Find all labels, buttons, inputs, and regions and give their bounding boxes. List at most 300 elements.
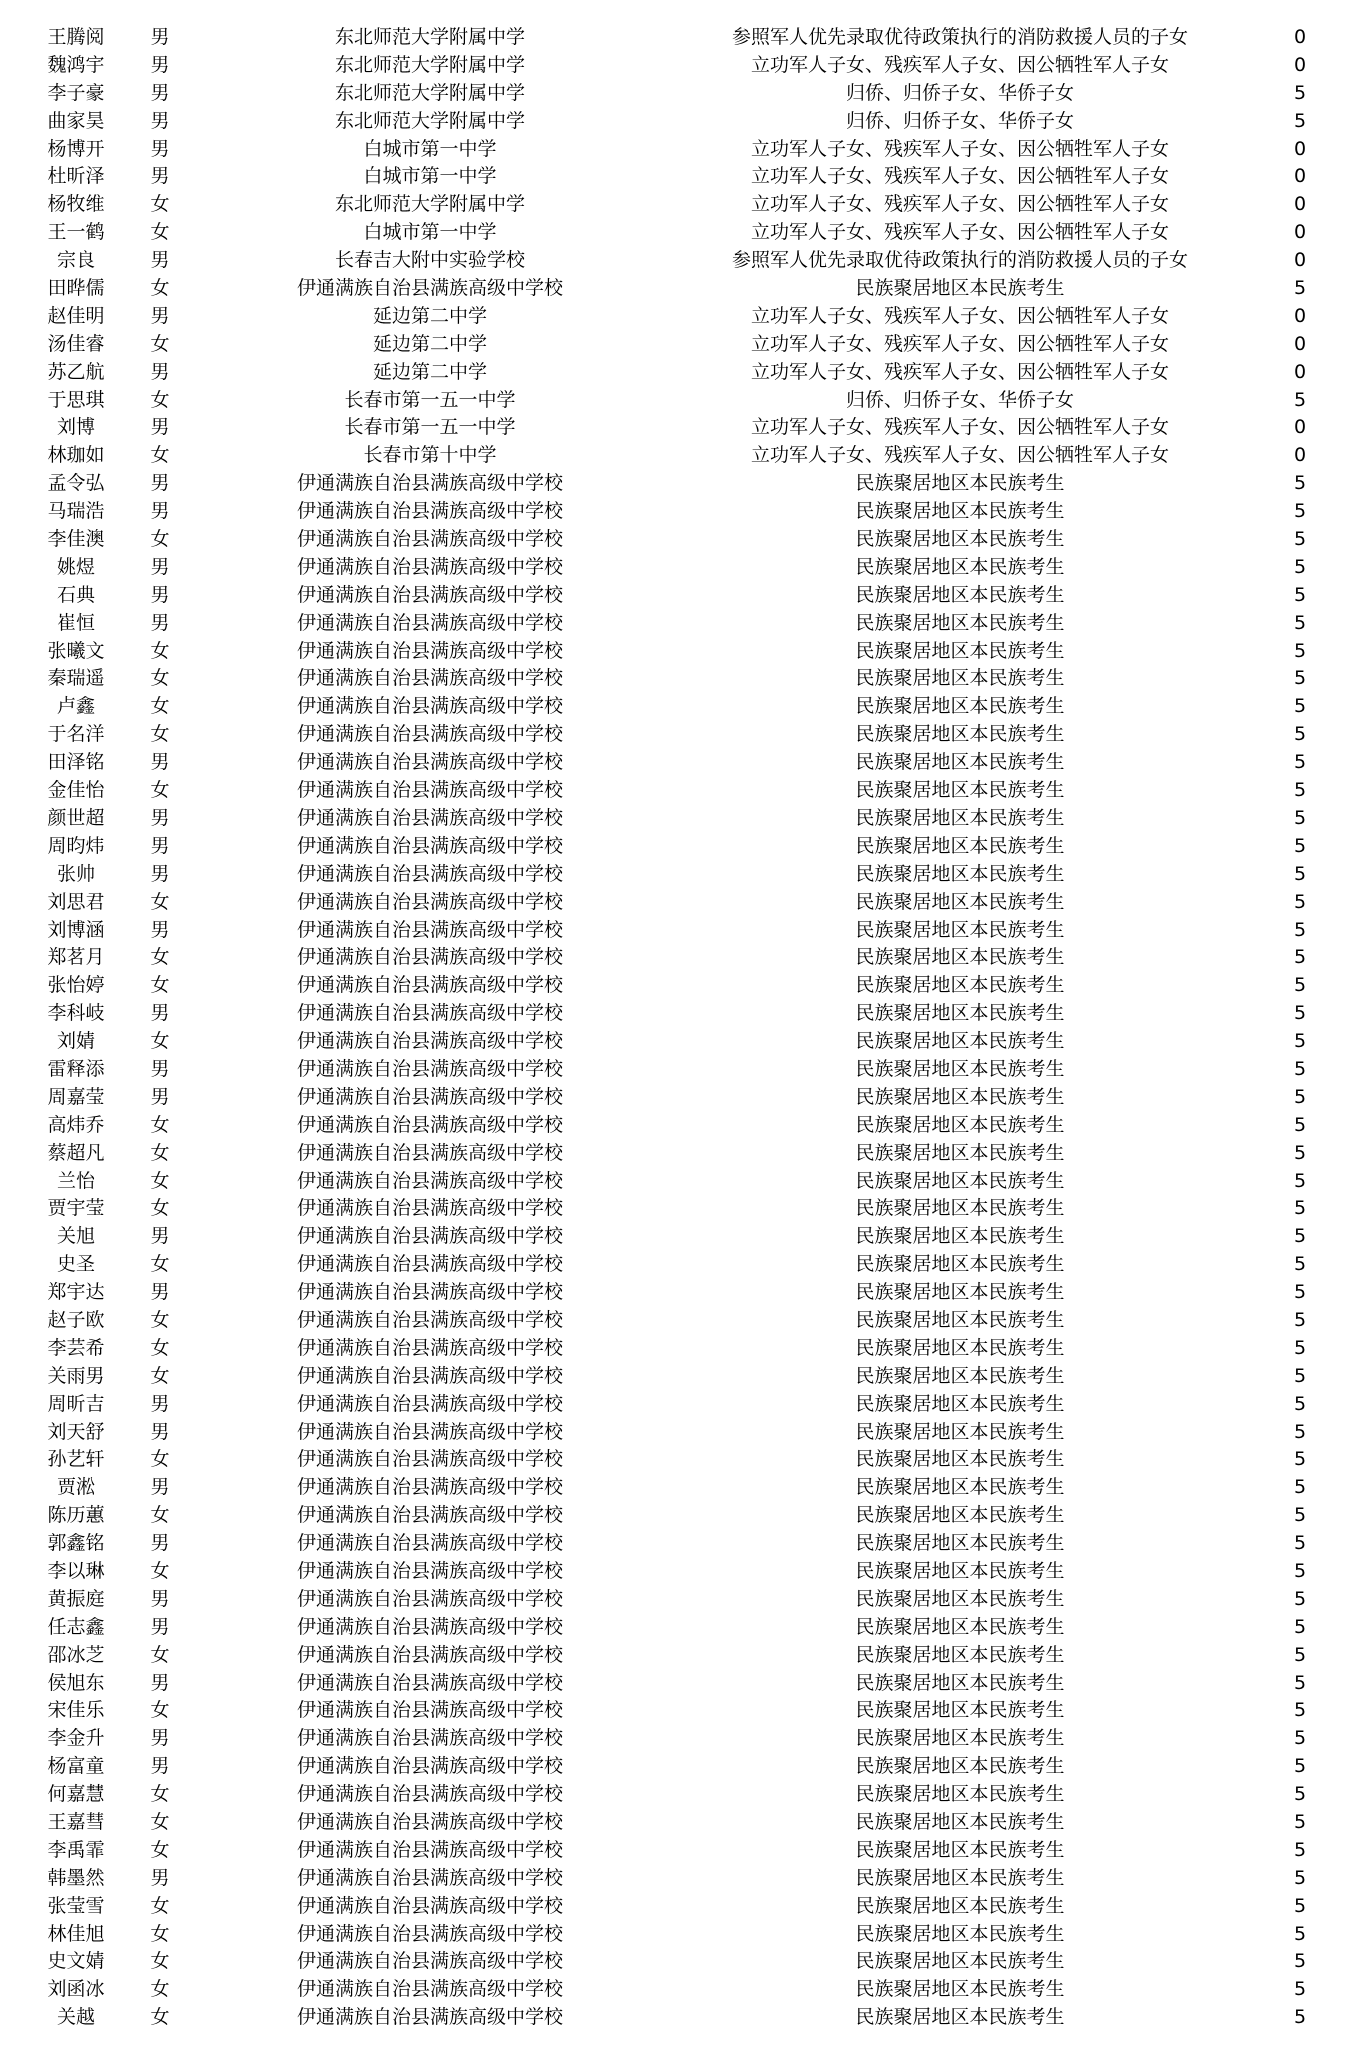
table-row <box>0 303 1367 331</box>
category-cell: 归侨、归侨子女、华侨子女 <box>845 81 1074 104</box>
table-row <box>0 1697 1367 1725</box>
school-cell: 白城市第一中学 <box>363 165 497 188</box>
table-row <box>0 163 1367 191</box>
school-cell: 伊通满族自治县满族高级中学校 <box>296 1392 563 1415</box>
student-name: 王腾阅 <box>47 26 105 48</box>
gender-cell: 女 <box>150 277 170 300</box>
student-name: 贾淞 <box>56 1476 95 1499</box>
school-cell: 东北师范大学附属中学 <box>334 26 525 48</box>
gender-cell: 女 <box>150 890 170 913</box>
category-cell: 民族聚居地区本民族考生 <box>855 1671 1065 1694</box>
bonus-score-cell: 5 <box>1293 1615 1307 1638</box>
gender-cell: 男 <box>150 1085 170 1108</box>
category-cell: 民族聚居地区本民族考生 <box>855 974 1065 997</box>
school-cell: 伊通满族自治县满族高级中学校 <box>296 946 563 969</box>
table-row <box>0 1307 1367 1335</box>
student-name: 兰怡 <box>56 1169 95 1192</box>
gender-cell: 男 <box>150 1281 170 1304</box>
bonus-score-cell: 5 <box>1293 1811 1307 1833</box>
school-cell: 伊通满族自治县满族高级中学校 <box>296 500 563 523</box>
table-row <box>0 1642 1367 1670</box>
student-name: 任志鑫 <box>47 1615 105 1638</box>
school-cell: 伊通满族自治县满族高级中学校 <box>296 472 563 495</box>
student-name: 关雨男 <box>47 1364 105 1387</box>
school-cell: 伊通满族自治县满族高级中学校 <box>296 1225 563 1248</box>
gender-cell: 男 <box>150 53 170 76</box>
bonus-score-cell: 5 <box>1293 583 1307 606</box>
table-row <box>0 1084 1367 1112</box>
table-row <box>0 1530 1367 1558</box>
bonus-score-cell: 5 <box>1293 1866 1307 1889</box>
category-cell: 民族聚居地区本民族考生 <box>855 918 1065 941</box>
bonus-score-cell: 5 <box>1293 1253 1307 1276</box>
gender-cell: 男 <box>150 1002 170 1025</box>
school-cell: 伊通满族自治县满族高级中学校 <box>296 1448 563 1471</box>
bonus-score-cell: 5 <box>1293 1838 1307 1861</box>
category-cell: 民族聚居地区本民族考生 <box>855 277 1065 300</box>
bonus-score-cell: 5 <box>1293 1448 1307 1471</box>
bonus-score-cell: 5 <box>1293 779 1307 802</box>
category-cell: 立功军人子女、残疾军人子女、因公牺牲军人子女 <box>750 444 1169 467</box>
school-cell: 东北师范大学附属中学 <box>334 81 525 104</box>
student-name: 刘函冰 <box>47 1978 105 2001</box>
table-row <box>0 275 1367 303</box>
category-cell: 民族聚居地区本民族考生 <box>855 1253 1065 1276</box>
applicant-table <box>0 24 1367 2032</box>
table-row <box>0 1753 1367 1781</box>
student-name: 李禹霏 <box>47 1838 105 1861</box>
gender-cell: 女 <box>150 1699 170 1722</box>
student-name: 刘思君 <box>47 890 105 913</box>
school-cell: 伊通满族自治县满族高级中学校 <box>296 1783 563 1806</box>
student-name: 林佳旭 <box>47 1922 105 1945</box>
student-name: 郑茗月 <box>47 946 105 969</box>
gender-cell: 女 <box>150 528 170 551</box>
gender-cell: 男 <box>150 1587 170 1610</box>
gender-cell: 男 <box>150 1866 170 1889</box>
table-row <box>0 1781 1367 1809</box>
table-row <box>0 1893 1367 1921</box>
category-cell: 立功军人子女、残疾军人子女、因公牺牲军人子女 <box>750 332 1169 355</box>
category-cell: 民族聚居地区本民族考生 <box>855 1448 1065 1471</box>
bonus-score-cell: 5 <box>1293 834 1307 857</box>
gender-cell: 男 <box>150 109 170 132</box>
category-cell: 民族聚居地区本民族考生 <box>855 639 1065 662</box>
bonus-score-cell: 0 <box>1293 193 1307 216</box>
school-cell: 伊通满族自治县满族高级中学校 <box>296 1950 563 1973</box>
school-cell: 伊通满族自治县满族高级中学校 <box>296 779 563 802</box>
school-cell: 伊通满族自治县满族高级中学校 <box>296 555 563 578</box>
table-row <box>0 498 1367 526</box>
bonus-score-cell: 5 <box>1293 695 1307 718</box>
table-row <box>0 1614 1367 1642</box>
table-row <box>0 1921 1367 1949</box>
bonus-score-cell: 5 <box>1293 1113 1307 1136</box>
school-cell: 伊通满族自治县满族高级中学校 <box>296 277 563 300</box>
gender-cell: 男 <box>150 1615 170 1638</box>
student-name: 周昕吉 <box>47 1392 105 1415</box>
table-row <box>0 638 1367 666</box>
student-name: 蔡超凡 <box>47 1141 105 1164</box>
student-name: 李芸希 <box>47 1336 105 1359</box>
category-cell: 民族聚居地区本民族考生 <box>855 1030 1065 1053</box>
gender-cell: 男 <box>150 137 170 160</box>
table-row <box>0 1670 1367 1698</box>
student-name: 于思琪 <box>47 388 105 411</box>
school-cell: 伊通满族自治县满族高级中学校 <box>296 1727 563 1750</box>
bonus-score-cell: 5 <box>1293 1336 1307 1359</box>
gender-cell: 女 <box>150 1811 170 1833</box>
category-cell: 民族聚居地区本民族考生 <box>855 723 1065 746</box>
school-cell: 伊通满族自治县满族高级中学校 <box>296 751 563 774</box>
category-cell: 立功军人子女、残疾军人子女、因公牺牲军人子女 <box>750 165 1169 188</box>
student-name: 史圣 <box>56 1253 95 1276</box>
gender-cell: 女 <box>150 1169 170 1192</box>
table-row <box>0 1865 1367 1893</box>
gender-cell: 女 <box>150 779 170 802</box>
category-cell: 民族聚居地区本民族考生 <box>855 555 1065 578</box>
student-name: 李金升 <box>47 1727 105 1750</box>
school-cell: 伊通满族自治县满族高级中学校 <box>296 1699 563 1722</box>
bonus-score-cell: 5 <box>1293 500 1307 523</box>
school-cell: 伊通满族自治县满族高级中学校 <box>296 583 563 606</box>
table-row <box>0 108 1367 136</box>
category-cell: 民族聚居地区本民族考生 <box>855 528 1065 551</box>
table-row <box>0 582 1367 610</box>
gender-cell: 男 <box>150 1476 170 1499</box>
category-cell: 民族聚居地区本民族考生 <box>855 1141 1065 1164</box>
gender-cell: 男 <box>150 1671 170 1694</box>
category-cell: 民族聚居地区本民族考生 <box>855 2006 1065 2029</box>
gender-cell: 女 <box>150 1113 170 1136</box>
bonus-score-cell: 5 <box>1293 1308 1307 1331</box>
category-cell: 民族聚居地区本民族考生 <box>855 806 1065 829</box>
student-name: 李以琳 <box>47 1559 105 1582</box>
table-row <box>0 889 1367 917</box>
school-cell: 伊通满族自治县满族高级中学校 <box>296 1057 563 1080</box>
table-row <box>0 359 1367 387</box>
table-row <box>0 1000 1367 1028</box>
category-cell: 参照军人优先录取优待政策执行的消防救援人员的子女 <box>731 26 1188 48</box>
student-name: 赵佳明 <box>47 304 105 327</box>
category-cell: 民族聚居地区本民族考生 <box>855 1866 1065 1889</box>
school-cell: 伊通满族自治县满族高级中学校 <box>296 1420 563 1443</box>
bonus-score-cell: 0 <box>1293 444 1307 467</box>
table-row <box>0 693 1367 721</box>
category-cell: 民族聚居地区本民族考生 <box>855 1559 1065 1582</box>
category-cell: 立功军人子女、残疾军人子女、因公牺牲军人子女 <box>750 193 1169 216</box>
student-name: 陈历蕙 <box>47 1504 105 1527</box>
table-row <box>0 1837 1367 1865</box>
student-name: 孙艺轩 <box>47 1448 105 1471</box>
school-cell: 伊通满族自治县满族高级中学校 <box>296 1894 563 1917</box>
student-name: 郑宇达 <box>47 1281 105 1304</box>
student-name: 雷释添 <box>47 1057 105 1080</box>
school-cell: 长春市第一五一中学 <box>344 388 516 411</box>
bonus-score-cell: 5 <box>1293 974 1307 997</box>
school-cell: 伊通满族自治县满族高级中学校 <box>296 1308 563 1331</box>
category-cell: 民族聚居地区本民族考生 <box>855 946 1065 969</box>
school-cell: 伊通满族自治县满族高级中学校 <box>296 1811 563 1833</box>
category-cell: 民族聚居地区本民族考生 <box>855 667 1065 690</box>
school-cell: 伊通满族自治县满族高级中学校 <box>296 611 563 634</box>
school-cell: 伊通满族自治县满族高级中学校 <box>296 918 563 941</box>
gender-cell: 女 <box>150 974 170 997</box>
table-row <box>0 24 1367 52</box>
student-name: 杨博开 <box>47 137 105 160</box>
category-cell: 立功军人子女、残疾军人子女、因公牺牲军人子女 <box>750 221 1169 244</box>
school-cell: 延边第二中学 <box>372 304 487 327</box>
school-cell: 伊通满族自治县满族高级中学校 <box>296 1866 563 1889</box>
bonus-score-cell: 5 <box>1293 1894 1307 1917</box>
gender-cell: 女 <box>150 1197 170 1220</box>
school-cell: 延边第二中学 <box>372 332 487 355</box>
category-cell: 民族聚居地区本民族考生 <box>855 1057 1065 1080</box>
table-row <box>0 777 1367 805</box>
category-cell: 立功军人子女、残疾军人子女、因公牺牲军人子女 <box>750 304 1169 327</box>
school-cell: 伊通满族自治县满族高级中学校 <box>296 1643 563 1666</box>
school-cell: 伊通满族自治县满族高级中学校 <box>296 667 563 690</box>
student-name: 卢鑫 <box>56 695 95 718</box>
gender-cell: 男 <box>150 1727 170 1750</box>
category-cell: 民族聚居地区本民族考生 <box>855 1950 1065 1973</box>
bonus-score-cell: 5 <box>1293 751 1307 774</box>
student-name: 李佳澳 <box>47 528 105 551</box>
student-name: 石典 <box>56 583 95 606</box>
school-cell: 伊通满族自治县满族高级中学校 <box>296 1532 563 1555</box>
bonus-score-cell: 5 <box>1293 1922 1307 1945</box>
school-cell: 长春市第十中学 <box>363 444 497 467</box>
category-cell: 民族聚居地区本民族考生 <box>855 1281 1065 1304</box>
student-name: 贾宇莹 <box>47 1197 105 1220</box>
student-name: 孟令弘 <box>47 472 105 495</box>
school-cell: 伊通满族自治县满族高级中学校 <box>296 1085 563 1108</box>
student-name: 崔恒 <box>56 611 95 634</box>
gender-cell: 女 <box>150 221 170 244</box>
bonus-score-cell: 5 <box>1293 109 1307 132</box>
gender-cell: 女 <box>150 444 170 467</box>
bonus-score-cell: 5 <box>1293 1030 1307 1053</box>
school-cell: 白城市第一中学 <box>363 137 497 160</box>
table-row <box>0 917 1367 945</box>
bonus-score-cell: 5 <box>1293 1671 1307 1694</box>
school-cell: 东北师范大学附属中学 <box>334 109 525 132</box>
gender-cell: 男 <box>150 555 170 578</box>
bonus-score-cell: 0 <box>1293 304 1307 327</box>
category-cell: 民族聚居地区本民族考生 <box>855 611 1065 634</box>
bonus-score-cell: 5 <box>1293 1950 1307 1973</box>
table-row <box>0 1140 1367 1168</box>
gender-cell: 女 <box>150 1253 170 1276</box>
table-row <box>0 861 1367 889</box>
student-name: 颜世超 <box>47 806 105 829</box>
category-cell: 民族聚居地区本民族考生 <box>855 1643 1065 1666</box>
gender-cell: 男 <box>150 1392 170 1415</box>
table-row <box>0 833 1367 861</box>
student-name: 于名洋 <box>47 723 105 746</box>
student-name: 马瑞浩 <box>47 500 105 523</box>
category-cell: 归侨、归侨子女、华侨子女 <box>845 109 1074 132</box>
gender-cell: 女 <box>150 1643 170 1666</box>
student-name: 史文婧 <box>47 1950 105 1973</box>
bonus-score-cell: 5 <box>1293 1392 1307 1415</box>
school-cell: 伊通满族自治县满族高级中学校 <box>296 1141 563 1164</box>
bonus-score-cell: 0 <box>1293 332 1307 355</box>
bonus-score-cell: 5 <box>1293 1978 1307 2001</box>
student-name: 郭鑫铭 <box>47 1532 105 1555</box>
gender-cell: 女 <box>150 1448 170 1471</box>
gender-cell: 女 <box>150 2006 170 2029</box>
category-cell: 民族聚居地区本民族考生 <box>855 1364 1065 1387</box>
school-cell: 伊通满族自治县满族高级中学校 <box>296 1559 563 1582</box>
bonus-score-cell: 5 <box>1293 723 1307 746</box>
table-row <box>0 1809 1367 1837</box>
bonus-score-cell: 5 <box>1293 667 1307 690</box>
table-row <box>0 1948 1367 1976</box>
table-row <box>0 331 1367 359</box>
table-row <box>0 442 1367 470</box>
school-cell: 长春市第一五一中学 <box>344 416 516 439</box>
category-cell: 民族聚居地区本民族考生 <box>855 1783 1065 1806</box>
table-row <box>0 526 1367 554</box>
gender-cell: 男 <box>150 304 170 327</box>
student-name: 李科岐 <box>47 1002 105 1025</box>
bonus-score-cell: 5 <box>1293 1755 1307 1778</box>
student-name: 宋佳乐 <box>47 1699 105 1722</box>
gender-cell: 女 <box>150 1141 170 1164</box>
category-cell: 民族聚居地区本民族考生 <box>855 472 1065 495</box>
table-row <box>0 1195 1367 1223</box>
bonus-score-cell: 5 <box>1293 1783 1307 1806</box>
bonus-score-cell: 5 <box>1293 277 1307 300</box>
student-name: 刘博涵 <box>47 918 105 941</box>
gender-cell: 女 <box>150 667 170 690</box>
student-name: 姚煜 <box>56 555 95 578</box>
category-cell: 民族聚居地区本民族考生 <box>855 583 1065 606</box>
category-cell: 民族聚居地区本民族考生 <box>855 1197 1065 1220</box>
bonus-score-cell: 0 <box>1293 165 1307 188</box>
table-row <box>0 1028 1367 1056</box>
table-row <box>0 52 1367 80</box>
category-cell: 民族聚居地区本民族考生 <box>855 1587 1065 1610</box>
category-cell: 民族聚居地区本民族考生 <box>855 695 1065 718</box>
school-cell: 伊通满族自治县满族高级中学校 <box>296 639 563 662</box>
bonus-score-cell: 5 <box>1293 81 1307 104</box>
student-name: 黄振庭 <box>47 1587 105 1610</box>
category-cell: 民族聚居地区本民族考生 <box>855 1922 1065 1945</box>
student-name: 田晔儒 <box>47 277 105 300</box>
bonus-score-cell: 5 <box>1293 1532 1307 1555</box>
student-name: 何嘉慧 <box>47 1783 105 1806</box>
student-name: 杨牧维 <box>47 193 105 216</box>
student-name: 刘婧 <box>56 1030 95 1053</box>
school-cell: 伊通满族自治县满族高级中学校 <box>296 862 563 885</box>
bonus-score-cell: 5 <box>1293 528 1307 551</box>
table-row <box>0 1112 1367 1140</box>
table-row <box>0 1056 1367 1084</box>
student-name: 张曦文 <box>47 639 105 662</box>
bonus-score-cell: 5 <box>1293 388 1307 411</box>
gender-cell: 男 <box>150 472 170 495</box>
student-name: 王嘉彗 <box>47 1811 105 1833</box>
gender-cell: 男 <box>150 834 170 857</box>
student-name: 刘博 <box>56 416 95 439</box>
category-cell: 民族聚居地区本民族考生 <box>855 1811 1065 1833</box>
gender-cell: 男 <box>150 500 170 523</box>
gender-cell: 男 <box>150 360 170 383</box>
school-cell: 伊通满族自治县满族高级中学校 <box>296 1755 563 1778</box>
bonus-score-cell: 0 <box>1293 53 1307 76</box>
school-cell: 东北师范大学附属中学 <box>334 53 525 76</box>
table-row <box>0 944 1367 972</box>
table-row <box>0 470 1367 498</box>
school-cell: 伊通满族自治县满族高级中学校 <box>296 1615 563 1638</box>
table-row <box>0 1335 1367 1363</box>
table-row <box>0 1976 1367 2004</box>
bonus-score-cell: 5 <box>1293 1727 1307 1750</box>
table-row <box>0 387 1367 415</box>
student-name: 杜昕泽 <box>47 165 105 188</box>
bonus-score-cell: 5 <box>1293 1504 1307 1527</box>
student-name: 邵冰芝 <box>47 1643 105 1666</box>
student-name: 王一鹤 <box>47 221 105 244</box>
student-name: 魏鸿宇 <box>47 53 105 76</box>
gender-cell: 男 <box>150 1057 170 1080</box>
table-row <box>0 1558 1367 1586</box>
gender-cell: 男 <box>150 1532 170 1555</box>
category-cell: 民族聚居地区本民族考生 <box>855 1225 1065 1248</box>
school-cell: 长春吉大附中实验学校 <box>334 249 525 272</box>
gender-cell: 男 <box>150 806 170 829</box>
school-cell: 伊通满族自治县满族高级中学校 <box>296 1838 563 1861</box>
gender-cell: 女 <box>150 1838 170 1861</box>
school-cell: 伊通满族自治县满族高级中学校 <box>296 1002 563 1025</box>
table-row <box>0 1363 1367 1391</box>
bonus-score-cell: 5 <box>1293 918 1307 941</box>
category-cell: 民族聚居地区本民族考生 <box>855 1699 1065 1722</box>
category-cell: 民族聚居地区本民族考生 <box>855 890 1065 913</box>
category-cell: 立功军人子女、残疾军人子女、因公牺牲军人子女 <box>750 360 1169 383</box>
category-cell: 民族聚居地区本民族考生 <box>855 1532 1065 1555</box>
school-cell: 伊通满族自治县满族高级中学校 <box>296 806 563 829</box>
table-row <box>0 414 1367 442</box>
bonus-score-cell: 0 <box>1293 26 1307 48</box>
bonus-score-cell: 5 <box>1293 639 1307 662</box>
gender-cell: 男 <box>150 918 170 941</box>
category-cell: 民族聚居地区本民族考生 <box>855 1755 1065 1778</box>
gender-cell: 男 <box>150 416 170 439</box>
school-cell: 伊通满族自治县满族高级中学校 <box>296 723 563 746</box>
category-cell: 立功军人子女、残疾军人子女、因公牺牲军人子女 <box>750 53 1169 76</box>
gender-cell: 男 <box>150 165 170 188</box>
school-cell: 延边第二中学 <box>372 360 487 383</box>
category-cell: 民族聚居地区本民族考生 <box>855 1169 1065 1192</box>
bonus-score-cell: 0 <box>1293 360 1307 383</box>
gender-cell: 男 <box>150 81 170 104</box>
category-cell: 归侨、归侨子女、华侨子女 <box>845 388 1074 411</box>
gender-cell: 女 <box>150 1336 170 1359</box>
category-cell: 民族聚居地区本民族考生 <box>855 1504 1065 1527</box>
student-name: 杨富童 <box>47 1755 105 1778</box>
gender-cell: 男 <box>150 1420 170 1443</box>
bonus-score-cell: 0 <box>1293 221 1307 244</box>
student-name: 张莹雪 <box>47 1894 105 1917</box>
student-name: 秦瑞遥 <box>47 667 105 690</box>
student-name: 张怡婷 <box>47 974 105 997</box>
bonus-score-cell: 5 <box>1293 611 1307 634</box>
bonus-score-cell: 5 <box>1293 555 1307 578</box>
category-cell: 民族聚居地区本民族考生 <box>855 779 1065 802</box>
